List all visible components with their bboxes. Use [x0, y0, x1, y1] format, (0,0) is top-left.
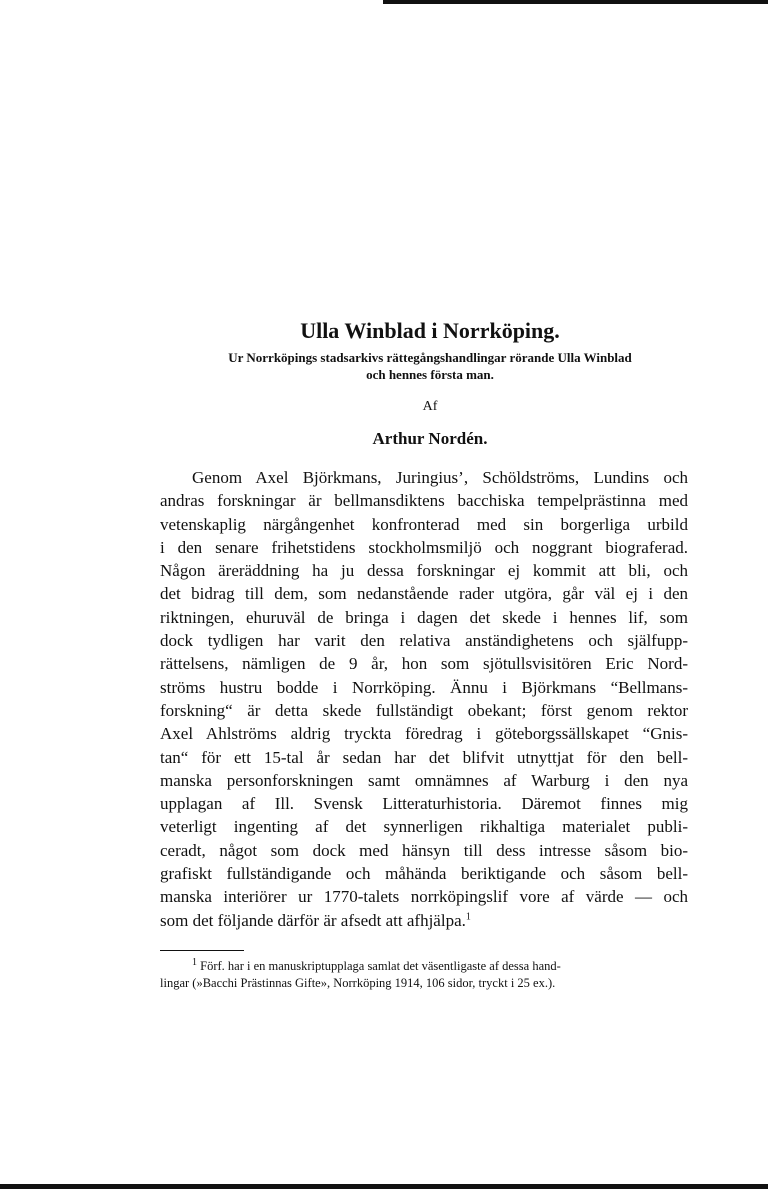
body-line: manska interiörer ur 1770-talets norrköpingslif vore af värde — och	[160, 887, 688, 907]
body-line: manska personforskningen samt omnämnes af Warburg i den nya	[160, 770, 688, 790]
body-line: vetenskaplig närgångenhet konfronterad med sin borgerliga urbild	[160, 514, 688, 534]
body-line: upplagan af Ill. Svensk Litteraturhistoria. Däremot finnes mig	[160, 794, 688, 814]
subtitle-line: och hennes första man.	[366, 367, 494, 382]
body-line: forskning“ är detta skede fullständigt obekant; först genom rektor	[160, 700, 688, 720]
footnote	[160, 958, 694, 992]
body-paragraph	[160, 466, 688, 932]
bottom-edge-rule	[0, 1184, 768, 1189]
body-line-last	[160, 909, 688, 932]
body-line: dock tydligen har varit den relativa anständighetens och själfupp-	[160, 631, 688, 651]
footnote-marker: 1	[192, 956, 197, 968]
byline: Af	[422, 399, 438, 414]
footnote-text: Förf. har i en manuskriptupplaga samlat det väsentligaste af dessa hand-	[200, 959, 561, 973]
body-line: veterligt ingenting af det synnerligen rikhaltiga materialet publi-	[160, 817, 688, 837]
body-line: tan“ för ett 15-tal år sedan har det blifvit utnyttjat för den bell-	[160, 747, 688, 767]
footnote-line	[160, 958, 694, 975]
body-line: andras forskningar är bellmansdiktens bacchiska tempelprästinna med	[160, 491, 688, 511]
footnote-reference[interactable]: 1	[465, 910, 471, 922]
body-line: ceradt, något som dock med hänsyn till dess intresse såsom bio-	[160, 840, 688, 860]
body-line: riktningen, ehuruväl de bringa i dagen det skede i hennes lif, som	[160, 607, 688, 627]
top-edge-rule	[383, 0, 768, 4]
body-line: Axel Ahlströms aldrig tryckta föredrag i göteborgssällskapet “Gnis-	[160, 724, 688, 744]
body-line: det bidrag till dem, som nedanstående rader utgöra, går väl ej i den	[160, 584, 688, 604]
subtitle-line: Ur Norrköpings stadsarkivs rättegångshandlingar rörande Ulla Winblad	[228, 350, 632, 365]
body-line: grafiskt fullständigande och måhända beriktigande och såsom bell-	[160, 864, 688, 884]
footnote-divider	[160, 950, 244, 951]
body-line: som det följande därför är afsedt att afhjälpa.	[160, 910, 466, 930]
body-line: rättelsens, nämligen de 9 år, hon som sjötullsvisitören Eric Nord-	[160, 654, 688, 674]
body-line: ströms hustru bodde i Norrköping. Ännu i Björkmans “Bellmans-	[160, 677, 688, 697]
article-subtitle	[160, 349, 700, 383]
body-line: Genom Axel Björkmans, Juringius’, Schöldströms, Lundins och	[192, 468, 688, 487]
body-line: i den senare frihetstidens stockholmsmiljö och noggrant biograferad.	[160, 537, 688, 557]
body-line: Någon äreräddning ha ju dessa forskningar ej kommit att bli, och	[160, 561, 688, 581]
footnote-line: lingar (»Bacchi Prästinnas Gifte», Norrköping 1914, 106 sidor, tryckt i 25 ex.).	[160, 976, 556, 990]
article-title: Ulla Winblad i Norrköping.	[300, 318, 560, 343]
author-name: Arthur Nordén.	[372, 429, 488, 448]
